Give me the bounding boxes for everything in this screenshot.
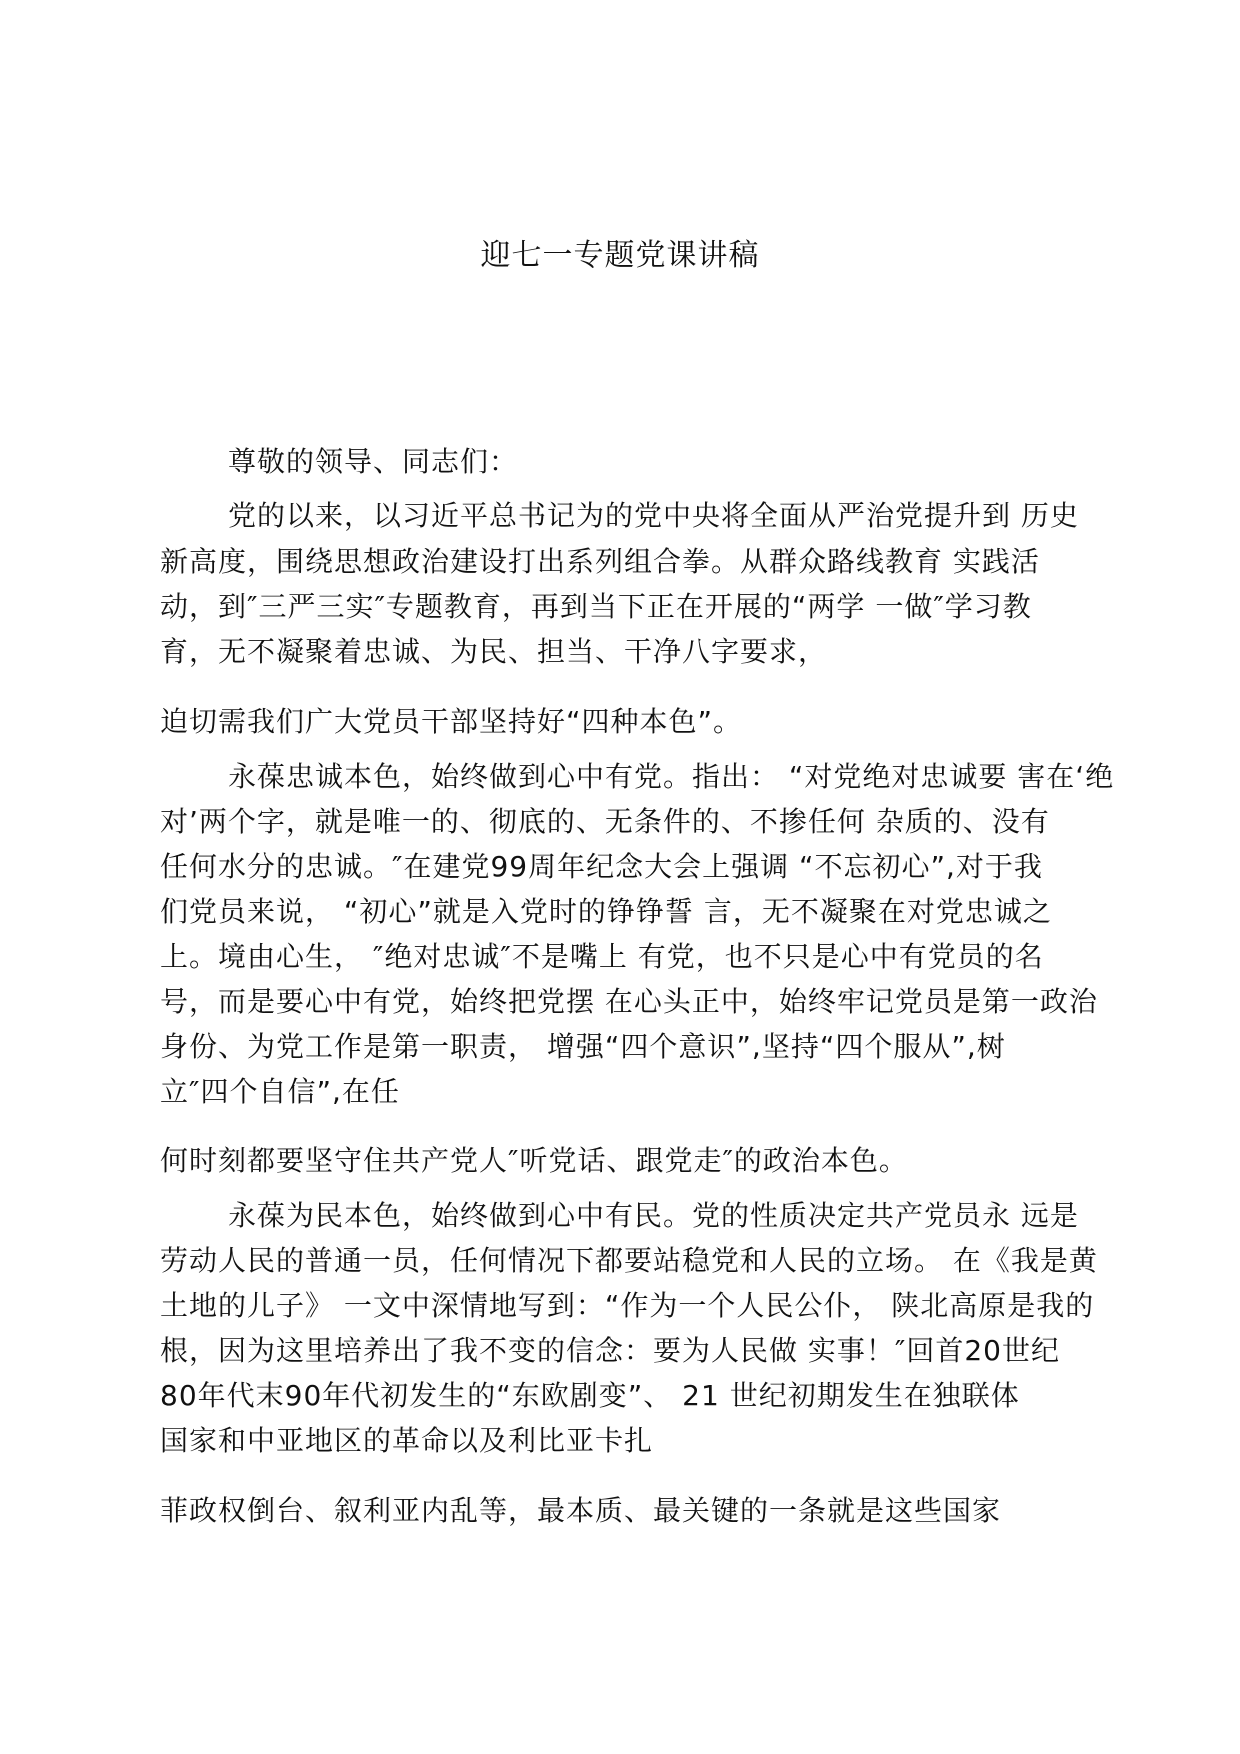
paragraph-line: 对’两个字，就是唯一的、彻底的、无条件的、不掺任何 杂质的、没有 xyxy=(160,805,1050,838)
paragraph-line: 身份、为党工作是第一职责， 增强“四个意识”,坚持“四个服从”,树 xyxy=(160,1030,1006,1063)
paragraph-line: 号，而是要心中有党，始终把党摆 在心头正中，始终牢记党员是第一政治 xyxy=(160,985,1098,1018)
paragraph-line: 劳动人民的普通一员，任何情况下都要站稳党和人民的立场。 在《我是黄 xyxy=(160,1244,1098,1277)
paragraph-line: 迫切需我们广大党员干部坚持好“四种本色”。 xyxy=(160,705,743,738)
paragraph-line: 菲政权倒台、叙利亚内乱等，最本质、最关键的一条就是这些国家 xyxy=(160,1494,1002,1527)
paragraph-line: 新高度，围绕思想政治建设打出系列组合拳。从群众路线教育 实践活 xyxy=(160,545,1040,578)
paragraph-line: 永葆忠诚本色，始终做到心中有党。指出： “对党绝对忠诚要 害在‘绝 xyxy=(228,760,1115,793)
paragraph-line: 们党员来说， “初心”就是入党时的铮铮誓 言，无不凝聚在对党忠诚之 xyxy=(160,895,1052,928)
document-title: 迎七一专题党课讲稿 xyxy=(480,238,760,273)
paragraph-line: 育，无不凝聚着忠诚、为民、担当、干净八字要求， xyxy=(160,635,828,668)
paragraph-line: 党的以来，以习近平总书记为的党中央将全面从严治党提升到 历史 xyxy=(228,499,1079,532)
paragraph-line: 80年代末90年代初发生的“东欧剧变”、 21 世纪初期发生在独联体 xyxy=(160,1379,1020,1412)
paragraph-line: 根，因为这里培养出了我不变的信念：要为人民做 实事！″回首20世纪 xyxy=(160,1334,1060,1367)
paragraph-line: 上。境由心生， ″绝对忠诚″不是嘴上 有党，也不只是心中有党员的名 xyxy=(160,940,1044,973)
paragraph-line: 任何水分的忠诚。″在建党99周年纪念大会上强调 “不忘初心”,对于我 xyxy=(160,850,1043,883)
paragraph-line: 立″四个自信”,在任 xyxy=(160,1075,400,1108)
paragraph-line: 动，到″三严三实″专题教育，再到当下正在开展的“两学 一做″学习教 xyxy=(160,590,1032,623)
paragraph-line: 土地的儿子》 一文中深情地写到：“作为一个人民公仆， 陕北高原是我的 xyxy=(160,1289,1095,1322)
paragraph-line: 国家和中亚地区的革命以及利比亚卡扎 xyxy=(160,1424,654,1457)
paragraph-line: 何时刻都要坚守住共产党人″听党话、跟党走″的政治本色。 xyxy=(160,1144,908,1177)
paragraph-line: 永葆为民本色，始终做到心中有民。党的性质决定共产党员永 远是 xyxy=(228,1199,1079,1232)
salutation: 尊敬的领导、同志们： xyxy=(228,445,519,478)
